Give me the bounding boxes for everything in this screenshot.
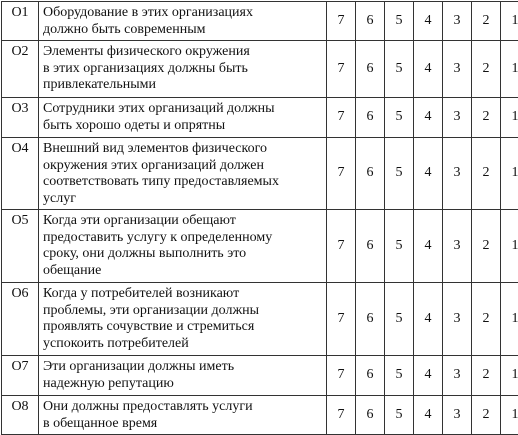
- statement-line: Эти организации должны иметь: [43, 359, 235, 374]
- scale-value: 2: [472, 138, 501, 210]
- row-code: О2: [2, 41, 39, 98]
- scale-value: 6: [356, 356, 385, 396]
- scale-value: 1: [501, 283, 518, 356]
- scale-value: 5: [385, 98, 414, 138]
- statement-line: проблемы, эти организации должны: [43, 302, 260, 318]
- scale-value: 6: [356, 210, 385, 283]
- scale-value: 2: [472, 210, 501, 283]
- scale-value: 3: [443, 138, 472, 210]
- scale-value: 6: [356, 138, 385, 210]
- scale-value: 4: [414, 396, 443, 435]
- scale-value: 5: [385, 138, 414, 210]
- statement-line: обещание: [43, 262, 102, 278]
- statement-cell: [39, 41, 327, 98]
- statement-line: успокоить потребителей: [43, 335, 189, 351]
- statement-line: сроку, они должны выполнить это: [43, 246, 247, 261]
- statement-cell: [39, 356, 327, 396]
- scale-value: 3: [443, 283, 472, 356]
- scale-value: 7: [327, 210, 356, 283]
- scale-value: 3: [443, 41, 472, 98]
- statement-cell: [39, 98, 327, 138]
- scale-value: 1: [501, 138, 518, 210]
- scale-value: 5: [385, 283, 414, 356]
- statement-line: окружения этих организаций должен: [43, 157, 264, 173]
- survey-table-body: [2, 2, 518, 435]
- scale-value: 5: [385, 396, 414, 435]
- scale-value: 6: [356, 2, 385, 41]
- table-row: [2, 356, 518, 396]
- row-code: О3: [2, 98, 39, 138]
- statement-line: в этих организациях должны быть: [43, 60, 248, 76]
- statement-line: должно быть современным: [43, 21, 206, 37]
- statement-line: Они должны предоставлять услуги: [43, 399, 253, 414]
- row-code: О4: [2, 138, 39, 210]
- table-row: [2, 138, 518, 210]
- statement-cell: [39, 2, 327, 41]
- table-row: [2, 210, 518, 283]
- row-code: О1: [2, 2, 39, 41]
- scale-value: 6: [356, 41, 385, 98]
- scale-value: 3: [443, 2, 472, 41]
- scale-value: 4: [414, 2, 443, 41]
- scale-value: 5: [385, 41, 414, 98]
- scale-value: 1: [501, 98, 518, 138]
- scale-value: 2: [472, 356, 501, 396]
- scale-value: 3: [443, 396, 472, 435]
- scale-value: 1: [501, 2, 518, 41]
- scale-value: 2: [472, 2, 501, 41]
- scale-value: 4: [414, 356, 443, 396]
- scale-value: 7: [327, 356, 356, 396]
- statement-line: предоставить услугу к определенному: [43, 229, 273, 245]
- survey-table: [1, 1, 518, 435]
- statement-line: Когда у потребителей возникают: [43, 286, 240, 301]
- statement-line: соответствовать типу предоставляемых: [43, 174, 279, 189]
- table-row: [2, 283, 518, 356]
- statement-line: Сотрудники этих организаций должны: [43, 101, 275, 116]
- statement-cell: [39, 283, 327, 356]
- scale-value: 7: [327, 98, 356, 138]
- scale-value: 7: [327, 41, 356, 98]
- scale-value: 7: [327, 138, 356, 210]
- statement-line: надежную репутацию: [43, 375, 174, 391]
- statement-line: Внешний вид элементов физического: [43, 141, 267, 156]
- statement-cell: [39, 138, 327, 210]
- row-code: О8: [2, 396, 39, 435]
- table-row: [2, 396, 518, 435]
- table-row: [2, 2, 518, 41]
- row-code: О5: [2, 210, 39, 283]
- scale-value: 5: [385, 356, 414, 396]
- scale-value: 4: [414, 138, 443, 210]
- scale-value: 3: [443, 98, 472, 138]
- scale-value: 4: [414, 210, 443, 283]
- statement-line: Когда эти организации обещают: [43, 213, 236, 228]
- scale-value: 3: [443, 356, 472, 396]
- scale-value: 5: [385, 2, 414, 41]
- row-code: О6: [2, 283, 39, 356]
- table-row: [2, 41, 518, 98]
- scale-value: 6: [356, 98, 385, 138]
- scale-value: 4: [414, 98, 443, 138]
- statement-line: Оборудование в этих организациях: [43, 5, 253, 20]
- scale-value: 7: [327, 396, 356, 435]
- scale-value: 1: [501, 41, 518, 98]
- scale-value: 7: [327, 2, 356, 41]
- scale-value: 1: [501, 356, 518, 396]
- table-row: [2, 98, 518, 138]
- statement-cell: [39, 210, 327, 283]
- statement-line: Элементы физического окружения: [43, 44, 250, 59]
- scale-value: 1: [501, 396, 518, 435]
- statement-line: в обещанное время: [43, 415, 158, 431]
- scale-value: 1: [501, 210, 518, 283]
- scale-value: 3: [443, 210, 472, 283]
- scale-value: 6: [356, 396, 385, 435]
- scale-value: 2: [472, 41, 501, 98]
- scale-value: 2: [472, 98, 501, 138]
- statement-line: услуг: [43, 190, 76, 206]
- scale-value: 2: [472, 283, 501, 356]
- scale-value: 5: [385, 210, 414, 283]
- statement-line: проявлять сочувствие и стремиться: [43, 319, 255, 334]
- row-code: О7: [2, 356, 39, 396]
- scale-value: 2: [472, 396, 501, 435]
- statement-line: привлекательными: [43, 77, 157, 92]
- statement-line: быть хорошо одеты и опрятны: [43, 117, 226, 133]
- scale-value: 4: [414, 41, 443, 98]
- scale-value: 4: [414, 283, 443, 356]
- statement-cell: [39, 396, 327, 435]
- scale-value: 7: [327, 283, 356, 356]
- scale-value: 6: [356, 283, 385, 356]
